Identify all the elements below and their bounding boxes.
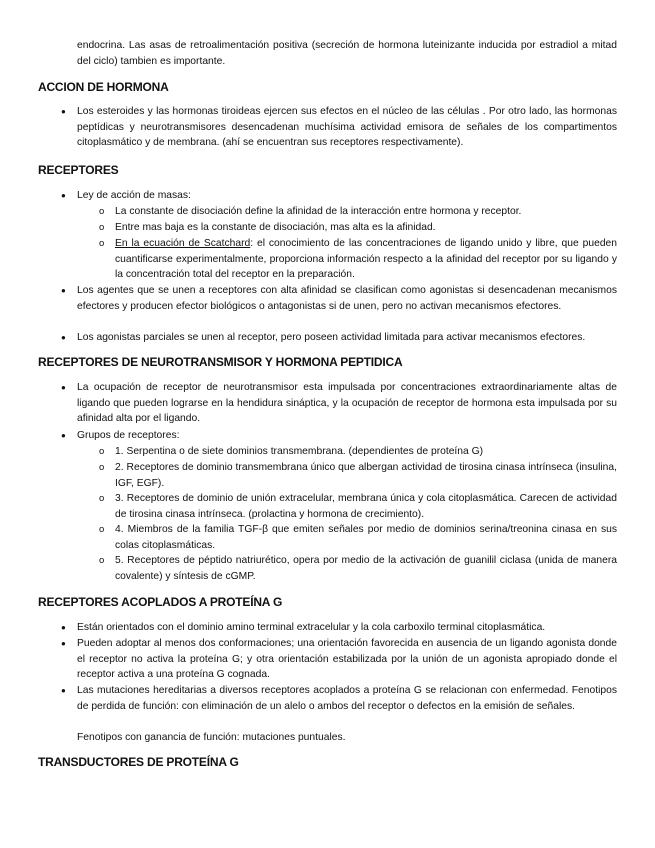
bullet-marker: ● bbox=[61, 431, 66, 440]
bullet-marker: ● bbox=[61, 286, 66, 295]
receptores-item-3: Los agonistas parciales se unen al receptor, pero poseen actividad limitada para activar mecanismos efectores. bbox=[77, 332, 586, 343]
sub-bullet-marker: o bbox=[99, 222, 105, 233]
heading-receptores-proteina-g: RECEPTORES ACOPLADOS A PROTEÍNA G bbox=[38, 595, 283, 609]
bullet-marker: ● bbox=[61, 623, 66, 632]
gprot-item-3: Las mutaciones hereditarias a diversos receptores acoplados a proteína G se relacionan con enfermedad. Fenotipos de perdida de función: con eliminación de un alelo o ambos del receptor o defectos en la emisión de señales. bbox=[77, 685, 617, 712]
scatchard-underlined: En la ecuación de Scatchard bbox=[115, 238, 251, 249]
heading-receptores-neurotransmisor: RECEPTORES DE NEUROTRANSMISOR Y HORMONA PEPTIDICA bbox=[38, 355, 403, 369]
neuro-group-5: 5. Receptores de péptido natriurético, opera por medio de la activación de guanilil ciclasa (unida de manera covalente) y síntesis de cGMP. bbox=[115, 555, 617, 582]
sub-bullet-marker: o bbox=[99, 493, 105, 504]
receptores-item-2: Los agentes que se unen a receptores con alta afinidad se clasifican como agonistas si desencadenan mecanismos efectores y producen efector biológicos o antagonistas si de unen, pero no activan mecanismos efectores. bbox=[77, 285, 617, 312]
neuro-group-1: 1. Serpentina o de siete dominios transmembrana. (dependientes de proteína G) bbox=[115, 446, 484, 457]
bullet-marker: ● bbox=[61, 686, 66, 695]
neuro-group-2: 2. Receptores de dominio transmembrana único que albergan actividad de tirosina cinasa intrínseca (insulina, IGF, EGF). bbox=[115, 462, 617, 489]
bullet-marker: ● bbox=[61, 333, 66, 342]
receptores-item-1: Ley de acción de masas: bbox=[77, 190, 191, 201]
heading-receptores: RECEPTORES bbox=[38, 163, 119, 177]
heading-accion-de-hormona: ACCION DE HORMONA bbox=[38, 80, 169, 94]
gprot-item-2: Pueden adoptar al menos dos conformaciones; una orientación favorecida en ausencia de un ligando agonista donde el receptor no activa la proteína G; y otra orientación estabilizada por la unión de un agonista apropiado donde el receptor activa a una proteína G cognada. bbox=[77, 638, 617, 681]
sub-bullet-marker: o bbox=[99, 446, 105, 457]
bullet-marker: ● bbox=[61, 107, 66, 116]
gprot-item-3-extra: Fenotipos con ganancia de función: mutaciones puntuales. bbox=[77, 732, 346, 743]
scatchard-text: : el conocimiento de las concentraciones de ligando unido y libre, que pueden cuantificarse experimentalmente, proporciona información respecto a la afinidad del receptor por su ligando y la concentración total del receptor en la preparación. bbox=[115, 238, 617, 281]
neuro-item-2: Grupos de receptores: bbox=[77, 430, 180, 441]
sub-bullet-marker: o bbox=[99, 524, 105, 535]
bullet-marker: ● bbox=[61, 191, 66, 200]
gprot-item-1: Están orientados con el dominio amino terminal extracelular y la cola carboxilo terminal citoplasmática. bbox=[77, 622, 546, 633]
bullet-marker: ● bbox=[61, 383, 66, 392]
sub-bullet-marker: o bbox=[99, 206, 105, 217]
intro-continuation: endocrina. Las asas de retroalimentación positiva (secreción de hormona luteinizante inducida por estradiol a mitad del ciclo) tambien es importante. bbox=[77, 40, 617, 67]
sub-bullet-marker: o bbox=[99, 555, 105, 566]
sub-bullet-marker: o bbox=[99, 238, 105, 249]
bullet-marker: ● bbox=[61, 639, 66, 648]
heading-transductores-proteina-g: TRANSDUCTORES DE PROTEÍNA G bbox=[38, 755, 239, 769]
neuro-group-4: 4. Miembros de la familia TGF-β que emiten señales por medio de dominios serina/treonina cinasa en sus colas citoplasmáticas. bbox=[115, 524, 617, 551]
neuro-group-3: 3. Receptores de dominio de unión extracelular, membrana única y cola citoplasmática. Carecen de actividad de tirosina cinasa intrínseca. (prolactina y hormona de crecimiento). bbox=[115, 493, 617, 520]
receptores-sub-1: La constante de disociación define la afinidad de la interacción entre hormona y receptor. bbox=[115, 206, 522, 217]
receptores-sub-3 bbox=[115, 236, 617, 283]
receptores-sub-2: Entre mas baja es la constante de disociación, mas alta es la afinidad. bbox=[115, 222, 436, 233]
sub-bullet-marker: o bbox=[99, 462, 105, 473]
accion-item-1: Los esteroides y las hormonas tiroideas ejercen sus efectos en el núcleo de las células . Por otro lado, las hormonas peptídicas y neurotransmisores desencadenan muchísima actividad emisora de señales de los compartimentos citoplasmático y de membrana. (ahí se encuentran sus receptores respectivamente). bbox=[77, 106, 617, 149]
neuro-item-1: La ocupación de receptor de neurotransmisor esta impulsada por concentraciones extraordinariamente altas de ligando que pueden lograrse en la hendidura sináptica, y la ocupación de receptor de hormona esta impulsada por su afinidad alta por el ligando. bbox=[77, 382, 617, 425]
